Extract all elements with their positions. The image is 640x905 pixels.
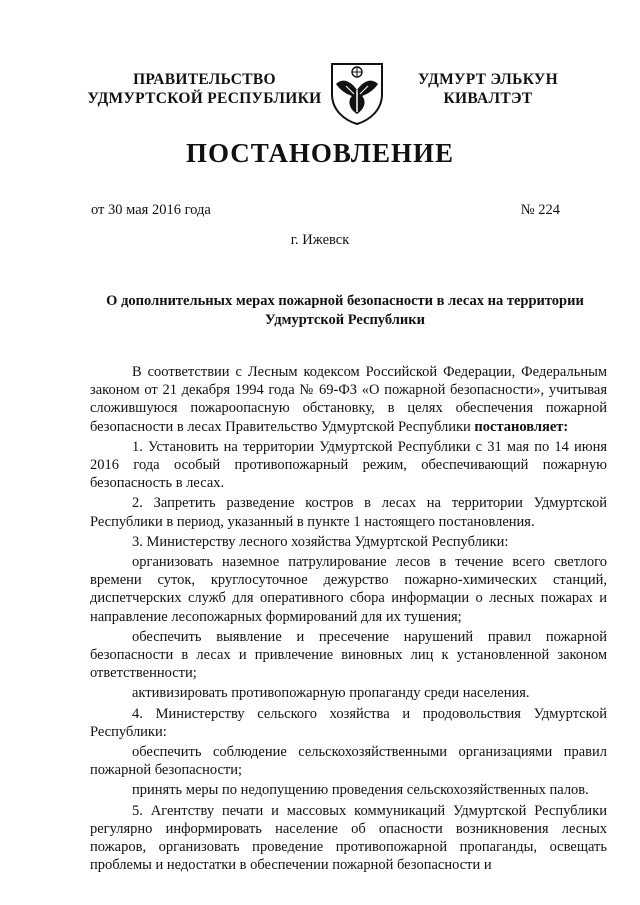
- resolves-word: постановляет:: [474, 418, 569, 435]
- paragraph-1: 1. Установить на территории Удмуртской Республики с 31 мая по 14 июня 2016 года особый противопожарный режим, обеспечивающий пожарную безопасность в лесах.: [90, 438, 607, 492]
- paragraph-5: 5. Агентству печати и массовых коммуникаций Удмуртской Республики регулярно информировать население об опасности возникновения лесных пожаров, организовать проведение противопожарной пропаганды, освещать проблемы и недостатки в обеспечении пожарной безопасности и: [90, 802, 607, 874]
- intro-paragraph: [90, 363, 607, 436]
- document-subject: [90, 292, 600, 330]
- government-name-udmurt: [408, 70, 568, 108]
- paragraph-3c: активизировать противопожарную пропаганду среди населения.: [132, 685, 530, 702]
- udmurt-name-line1: УДМУРТ ЭЛЬКУН: [418, 71, 558, 88]
- government-name-line1: ПРАВИТЕЛЬСТВО: [133, 71, 276, 88]
- intro-text: В соответствии с Лесным кодексом Российской Федерации, Федеральным законом от 21 декабря 1994 года № 69-ФЗ «О пожарной безопасности», учитывая сложившуюся пожароопасную обстановку, в целях обеспечения пожарной безопасности в лесах Правительство Удмуртской Республики: [90, 364, 607, 435]
- paragraph-2: 2. Запретить разведение костров в лесах на территории Удмуртской Республики в период, указанный в пункте 1 настоящего постановления.: [90, 495, 607, 530]
- udmurt-coat-of-arms-icon: [326, 60, 388, 126]
- document-title: ПОСТАНОВЛЕНИЕ: [185, 138, 455, 168]
- paragraph-4: 4. Министерству сельского хозяйства и продовольствия Удмуртской Республики:: [90, 705, 607, 740]
- paragraph-3a: организовать наземное патрулирование лесов в течение всего светлого времени суток, круглосуточное дежурство пожарно-химических станций, диспетчерских служб для оперативного сбора информации о лесных пожарах и направление лесопожарных формирований для их тушения;: [90, 554, 607, 625]
- paragraph-3: 3. Министерству лесного хозяйства Удмуртской Республики:: [132, 533, 509, 550]
- government-name-line2: УДМУРТСКОЙ РЕСПУБЛИКИ: [87, 90, 322, 107]
- paragraph-4a: обеспечить соблюдение сельскохозяйственными организациями правил пожарной безопасности;: [90, 744, 607, 779]
- document-date: от 30 мая 2016 года: [91, 202, 211, 218]
- paragraph-4b: принять меры по недопущению проведения сельскохозяйственных палов.: [132, 782, 589, 799]
- subject-line2: Удмуртской Республики: [265, 312, 425, 328]
- udmurt-name-line2: КИВАЛТЭТ: [443, 90, 533, 107]
- paragraph-3b: обеспечить выявление и пресечение нарушений правил пожарной безопасности в лесах и привлечение виновных лиц к установленной законом ответственности;: [90, 628, 607, 682]
- subject-line1: О дополнительных мерах пожарной безопасности в лесах на территории: [106, 293, 584, 309]
- document-city: г. Ижевск: [290, 232, 350, 248]
- document-body: [90, 363, 607, 876]
- government-name-russian: [82, 70, 327, 108]
- document-number: № 224: [520, 202, 560, 218]
